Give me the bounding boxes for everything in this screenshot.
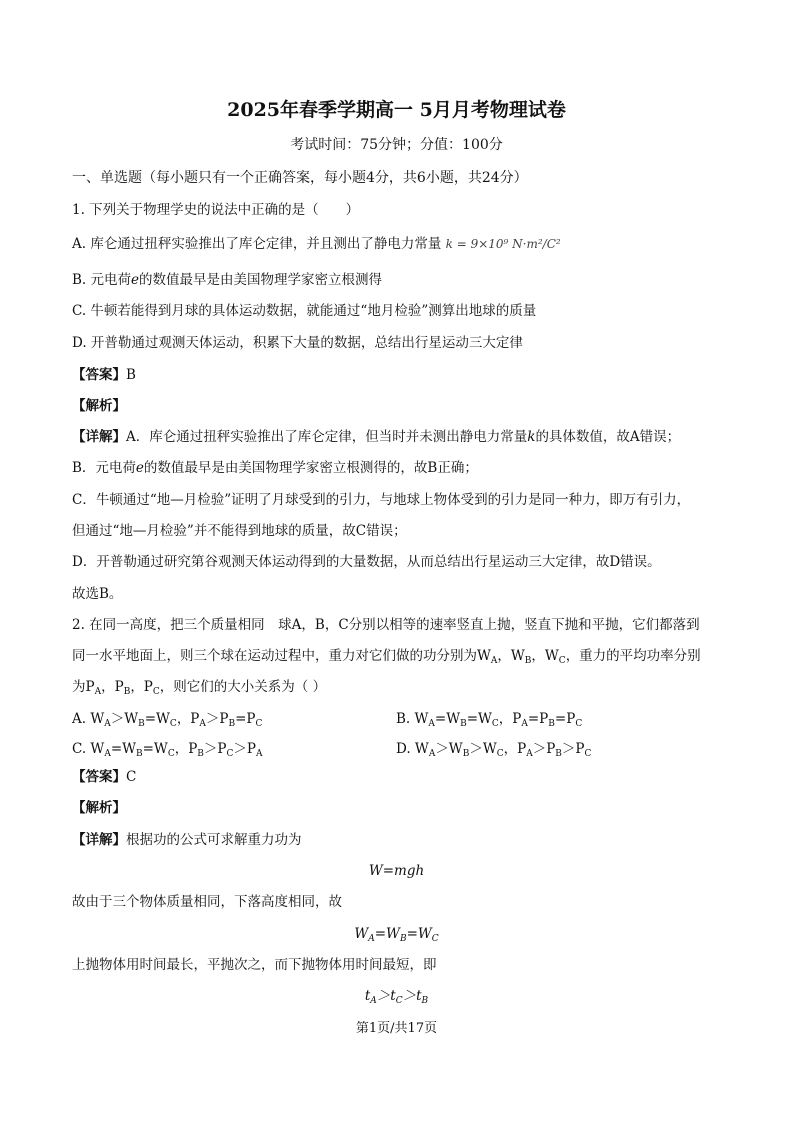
q1-detail-b-text-2: 的数值最早是由美国物理学家密立根测得的，故B正确；	[143, 460, 478, 476]
q2-option-d: D. $W_A>W_B>W_C$，$P_A>P_B>P_C$	[396, 741, 592, 759]
q2-stem-line2-text-2: ，重力的平均功率分别	[565, 648, 701, 664]
q1-detail-b-var: e	[135, 460, 144, 476]
q2-stem-line3: 为$P_A$，$P_B$，$P_C$，则它们的大小关系为（ ）	[72, 679, 327, 697]
q2-stem-line3-text: 为	[72, 679, 86, 695]
q2-analysis-tag: 【解析】	[72, 800, 126, 816]
exam-info: 考试时间：75分钟；分值：100分	[290, 137, 503, 153]
q2-option-c: C. $W_A=W_B=W_C$，$P_B>P_C>P_A$	[72, 741, 263, 759]
q1-option-b-text-2: 的数值最早是由美国物理学家密立根测得	[139, 272, 383, 288]
q1-option-a	[72, 235, 561, 253]
q2-option-a: A. $W_A>W_B=W_C$，$P_A>P_B=P_C$	[72, 711, 263, 729]
q2-answer	[72, 768, 136, 786]
q2-detail-3: 上抛物体用时间最长，平抛次之，而下抛物体用时间最短，即	[72, 957, 437, 973]
q1-detail-a-var: k	[527, 429, 536, 445]
q1-option-b-text: B. 元电荷	[72, 272, 132, 288]
q2-stem-line2-text: 同一水平地面上，则三个球在运动过程中，重力对它们做的功分别为	[72, 648, 477, 664]
section-heading: 一、单选题（每小题只有一个正确答案，每小题4分，共6小题，共24分）	[72, 170, 528, 186]
q2-stem-line1: 2. 在同一高度，把三个质量相同 球A，B，C分别以相等的速率竖直上抛，竖直下抛和平抛，它们都落到	[72, 617, 700, 633]
q1-conclusion: 故选B。	[72, 586, 123, 602]
q1-detail-d: D．开普勒通过研究第谷观测天体运动得到的大量数据，从而总结出行星运动三大定律，故D错误。	[72, 554, 661, 570]
q1-option-a-text: A. 库仑通过扭秤实验推出了库仑定律，并且测出了静电力常量	[72, 236, 442, 252]
q1-option-d: D. 开普勒通过观测天体运动，积累下大量的数据，总结出行星运动三大定律	[72, 335, 523, 351]
q2-stem-line3-text-2: ，则它们的大小关系为（ ）	[159, 679, 327, 695]
q1-detail-c1: C．牛顿通过“地—月检验”证明了月球受到的引力，与地球上物体受到的引力是同一种力，即万有引力，	[72, 492, 691, 508]
q1-detail-a-text-2: 的具体数值，故A错误；	[535, 429, 681, 445]
q1-answer	[72, 366, 136, 384]
q1-answer-tag: 【答案】	[72, 367, 126, 383]
q2-detail-tag: 【详解】	[72, 832, 126, 848]
q1-detail-a-text: A．库仑通过扭秤实验推出了库仑定律，但当时并未测出静电力常量	[126, 429, 528, 445]
exam-title: 2025年春季学期高一 5月月考物理试卷	[227, 99, 566, 121]
q1-detail-c2: 但通过“地—月检验”并不能得到地球的质量，故C错误；	[72, 523, 407, 539]
q1-detail-b-text: B．元电荷	[72, 460, 136, 476]
q1-detail-a	[72, 428, 680, 446]
q2-option-b: B. $W_A=W_B=W_C$，$P_A=P_B=P_C$	[396, 711, 583, 729]
page-footer: 第1页/共17页	[355, 1021, 438, 1036]
q1-option-b-var: e	[131, 272, 140, 288]
q2-formula-3: $t_A>t_C>t_B$	[364, 988, 429, 1006]
q1-answer-value: B	[126, 367, 136, 383]
q2-stem-line2: 同一水平地面上，则三个球在运动过程中，重力对它们做的功分别为$W_A$，$W_B$，$W_C$，重力的平均功率分别	[72, 648, 701, 666]
q1-option-b	[72, 271, 382, 289]
q2-detail-2: 故由于三个物体质量相同，下落高度相同，故	[72, 894, 342, 910]
q2-formula-1: W=mgh	[368, 863, 425, 879]
q2-detail-1-text: 根据功的公式可求解重力功为	[126, 832, 302, 848]
q2-detail-1	[72, 831, 302, 849]
q1-option-c: C. 牛顿若能得到月球的具体运动数据，就能通过“地月检验”测算出地球的质量	[72, 303, 537, 319]
q2-answer-value: C	[126, 769, 137, 785]
q1-detail-tag: 【详解】	[72, 429, 126, 445]
q2-answer-tag: 【答案】	[72, 769, 126, 785]
q2-formula-2: $W_A=W_B=W_C$	[354, 926, 439, 944]
q1-detail-b	[72, 459, 478, 477]
q1-option-a-formula: k = 9×10⁹ N·m²/C²	[445, 237, 561, 251]
q1-analysis-tag: 【解析】	[72, 398, 126, 414]
q1-stem: 1. 下列关于物理学史的说法中正确的是（ ）	[72, 202, 360, 218]
